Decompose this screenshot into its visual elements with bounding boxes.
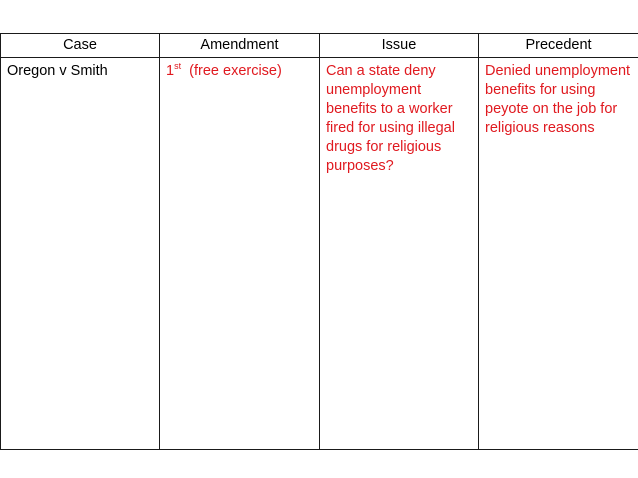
issue-cell: Can a state deny unemployment benefits to a worker fired for using illegal drugs for religious purposes? bbox=[320, 58, 479, 450]
case-cell: Oregon v Smith bbox=[1, 58, 160, 450]
header-precedent: Precedent bbox=[479, 34, 638, 58]
amendment-cell bbox=[160, 58, 320, 450]
precedent-cell: Denied unemployment benefits for using peyote on the job for religious reasons bbox=[479, 58, 638, 450]
amendment-number: 1 bbox=[166, 63, 175, 79]
header-amendment: Amendment bbox=[160, 34, 320, 58]
amendment-ordinal: st bbox=[174, 61, 182, 72]
case-table bbox=[0, 33, 638, 450]
table-row bbox=[1, 58, 638, 450]
amendment-note: (free exercise) bbox=[189, 63, 282, 79]
header-row bbox=[1, 34, 638, 58]
header-issue: Issue bbox=[320, 34, 479, 58]
header-case: Case bbox=[1, 34, 160, 58]
